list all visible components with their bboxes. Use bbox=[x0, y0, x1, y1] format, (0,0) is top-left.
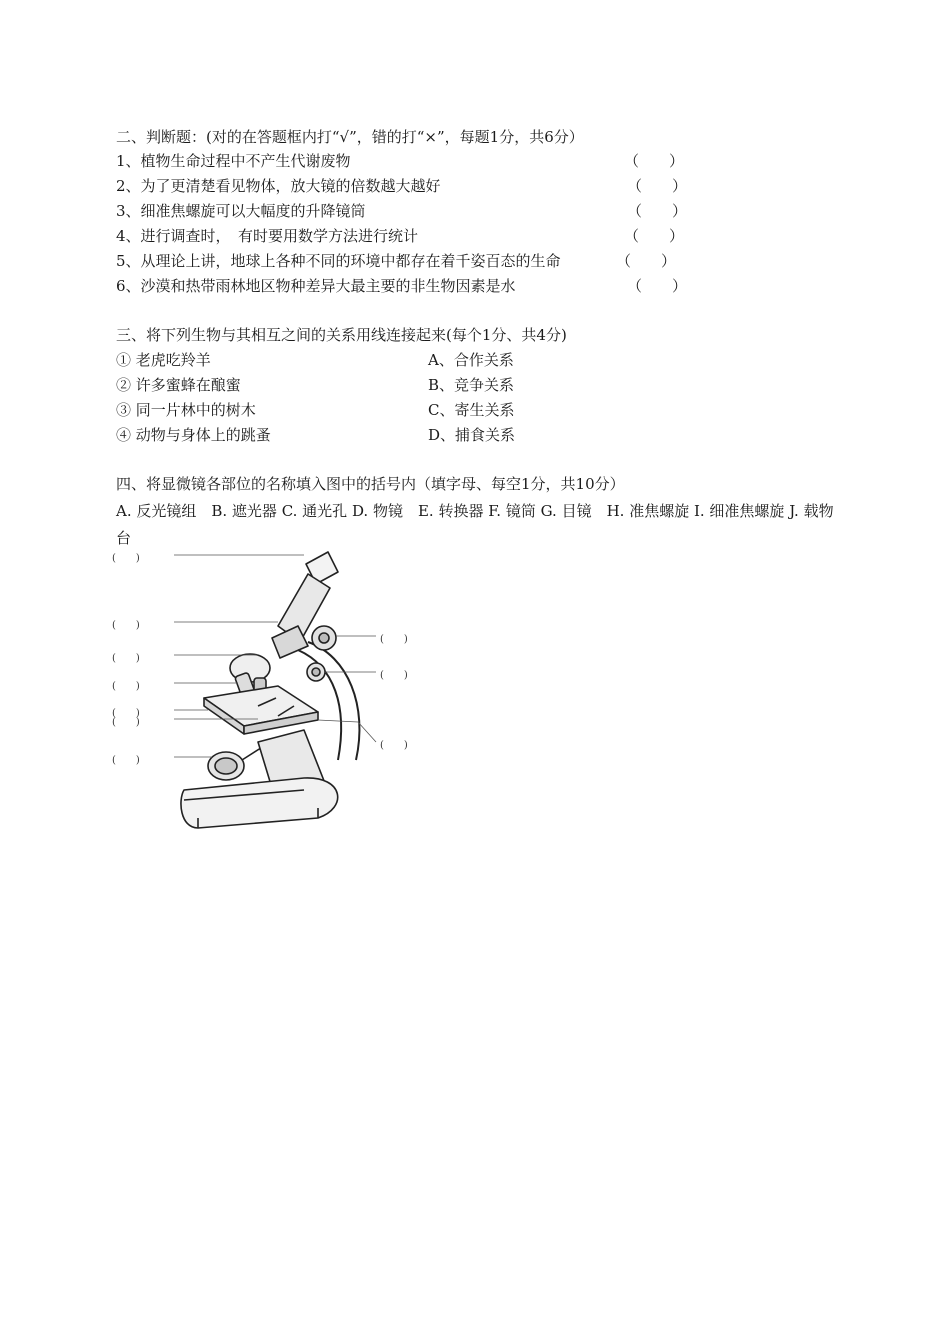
label-blank-2[interactable]: ( ) bbox=[112, 620, 140, 631]
judge-answer-box-5[interactable]: （ ） bbox=[616, 252, 677, 270]
judge-answer-box-4[interactable]: （ ） bbox=[624, 227, 685, 245]
label-blank-8[interactable]: ( ) bbox=[380, 634, 408, 645]
label-blank-3[interactable]: ( ) bbox=[112, 653, 140, 664]
microscope-diagram bbox=[108, 546, 448, 836]
match-left-2[interactable]: ② 许多蜜蜂在酿蜜 bbox=[116, 376, 241, 394]
judge-item-6: 6、沙漠和热带雨林地区物种差异大最主要的非生物因素是水 bbox=[116, 277, 516, 295]
match-right-b[interactable]: B、竞争关系 bbox=[428, 376, 515, 394]
judge-item-1: 1、植物生命过程中不产生代谢废物 bbox=[116, 152, 351, 170]
judge-item-2: 2、为了更清楚看见物体，放大镜的倍数越大越好 bbox=[116, 177, 441, 195]
judge-answer-box-1[interactable]: （ ） bbox=[624, 152, 685, 170]
judge-item-3: 3、细准焦螺旋可以大幅度的升降镜筒 bbox=[116, 202, 366, 220]
label-blank-7[interactable]: ( ) bbox=[112, 755, 140, 766]
judge-answer-box-2[interactable]: （ ） bbox=[627, 177, 688, 195]
judge-item-4: 4、进行调查时， 有时要用数学方法进行统计 bbox=[116, 227, 419, 245]
match-right-d[interactable]: D、捕食关系 bbox=[428, 426, 516, 444]
label-blank-5[interactable]: ( ) bbox=[112, 708, 140, 719]
label-blank-6[interactable]: ( ) bbox=[112, 717, 140, 728]
judge-answer-box-6[interactable]: （ ） bbox=[627, 277, 688, 295]
match-right-a[interactable]: A、合作关系 bbox=[428, 351, 514, 369]
match-left-1[interactable]: ① 老虎吃羚羊 bbox=[116, 351, 211, 369]
label-blank-1[interactable]: ( ) bbox=[112, 553, 140, 564]
section2-heading: 二、判断题：(对的在答题框内打“√”，错的打“×”，每题1分，共6分） bbox=[116, 128, 584, 146]
judge-item-5: 5、从理论上讲，地球上各种不同的环境中都存在着千姿百态的生命 bbox=[116, 252, 561, 270]
microscope-part-options: A. 反光镜组 B. 遮光器 C. 通光孔 D. 物镜 E. 转换器 F. 镜筒 G. 目镜 H. 准焦螺旋 I. 细准焦螺旋 J. 载物台 bbox=[116, 502, 834, 547]
microscope-drawing bbox=[108, 546, 448, 836]
section3-heading: 三、将下列生物与其相互之间的关系用线连接起来(每个1分、共4分) bbox=[116, 326, 567, 344]
label-blank-10[interactable]: ( ) bbox=[380, 740, 408, 751]
section4-heading: 四、将显微镜各部位的名称填入图中的括号内（填字母、每空1分，共10分） bbox=[116, 475, 625, 493]
label-blank-9[interactable]: ( ) bbox=[380, 670, 408, 681]
label-blank-4[interactable]: ( ) bbox=[112, 681, 140, 692]
match-left-4[interactable]: ④ 动物与身体上的跳蚤 bbox=[116, 426, 271, 444]
match-right-c[interactable]: C、寄生关系 bbox=[428, 401, 515, 419]
match-left-3[interactable]: ③ 同一片林中的树木 bbox=[116, 401, 256, 419]
judge-answer-box-3[interactable]: （ ） bbox=[627, 202, 688, 220]
